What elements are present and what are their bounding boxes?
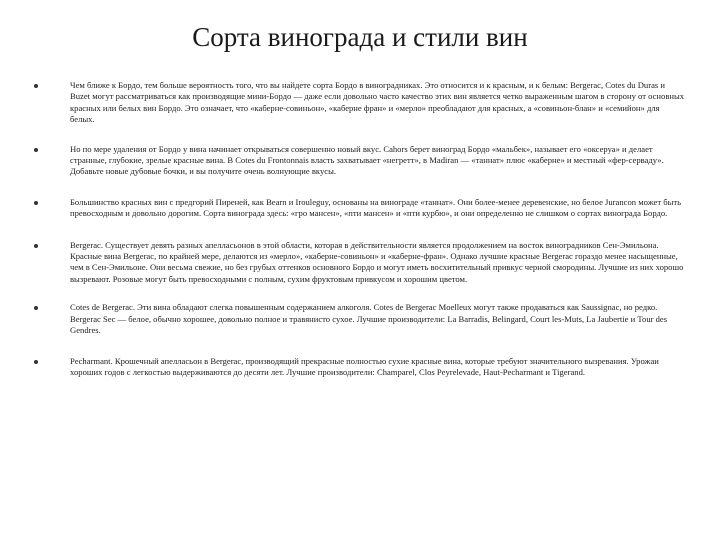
bullet-dot-icon <box>34 201 38 205</box>
bullet-text: Cotes de Bergerac. Эти вина обладают слегка повышенным содержанием алкоголя. Cotes de Bergerac Moelleux могут также продаваться как Saussignac, но редко. Bergerac Sec — белое, обычно хорошее, довольно полное и травянисто сухое. Лучшие производители: La Barradis, Belingard, Court les-Muts, La Jaubertie и Tour des Gendres. <box>70 302 668 336</box>
bullet-item-pyrenees <box>34 197 686 220</box>
bullet-item-new-flavors <box>34 144 686 178</box>
bullet-dot-icon <box>34 84 38 88</box>
bullet-text: Чем ближе к Бордо, тем больше вероятность того, что вы найдете сорта Бордо в виноградниках. Это относится и к красным, и к белым: Bergerac, Cotes du Duras и Buzet могут рассматриваться как производящие мини-Бордо — даже если довольно часто качество этих вин является четко выраженным шагом в сторону от основных красных или белых вин Бордо. Это означает, что «каберне-совиньон», «каберне фран» и «мерло» преобладают для красных, а «совиньон-блан» и «семийон» для белых. <box>70 80 685 125</box>
bullet-text: Но по мере удаления от Бордо у вина начинает открываться совершенно новый вкус. Cahors берет виноград Бордо «мальбек», называет его «оксеруа» и делает странные, глубокие, зрелые красные вина. В Cotes du Frontonnais власть захватывает «негретт», в Madiran — «таннат» плюс «каберне» и местный «фер-серваду». Добавьте новые дубовые бочки, и вы получите очень волнующие вкусы. <box>70 143 664 177</box>
bullet-dot-icon <box>34 244 38 248</box>
bullet-text: Bergerac. Существует девять разных апелласьонов в этой области, которая в действительности является продолжением на восток виноградников Сен-Эмильона. Красные вина Bergerac, по крайней мере, делаются из «мерло», «каберне-совиньон» и «каберне-фран». Однако лучшие красные Bergerac гораздо менее насыщенные, чем в Сен-Эмильоне. Они весьма свежие, но без грубых оттенков основного Бордо и могут иметь восхитительный привкус черной смородины. Лучшие из них хорошо вызревают. Розовые могут быть превосходными с полным, сухим фруктовым привкусом и хорошим цветом. <box>70 239 684 284</box>
bullet-item-bordeaux-proximity <box>34 80 686 126</box>
bullet-text: Pecharmant. Крошечный апелласьон в Bergerac, производящий прекрасные полностью сухие красные вина, которые требуют значительного вызревания. Урожаи хороших годов с легкостью выдерживаются до десяти лет. Лучшие производители: Champarel, Clos Peyrelevade, Haut-Pecharmant и Tigerand. <box>70 355 659 377</box>
bullet-text: Большинство красных вин с предгорий Пиреней, как Bearn и Irouleguy, основаны на винограде «таннат». Они более-менее деревенские, но белое Jurancon может быть превосходным и довольно дорогим. Сорта винограда здесь: «гро мансен», «пти мансен» и «пти курбю», и они определенно не слишком о сортах винограда Бордо. <box>70 196 682 219</box>
bullet-dot-icon <box>34 306 38 310</box>
bullet-dot-icon <box>34 360 38 364</box>
bullet-item-pecharmant <box>34 356 686 379</box>
bullet-dot-icon <box>34 148 38 152</box>
slide-title: Сорта винограда и стили вин <box>192 22 528 52</box>
bullet-item-cotes-de-bergerac <box>34 302 686 336</box>
bullet-list <box>34 80 686 396</box>
bullet-item-bergerac <box>34 240 686 286</box>
